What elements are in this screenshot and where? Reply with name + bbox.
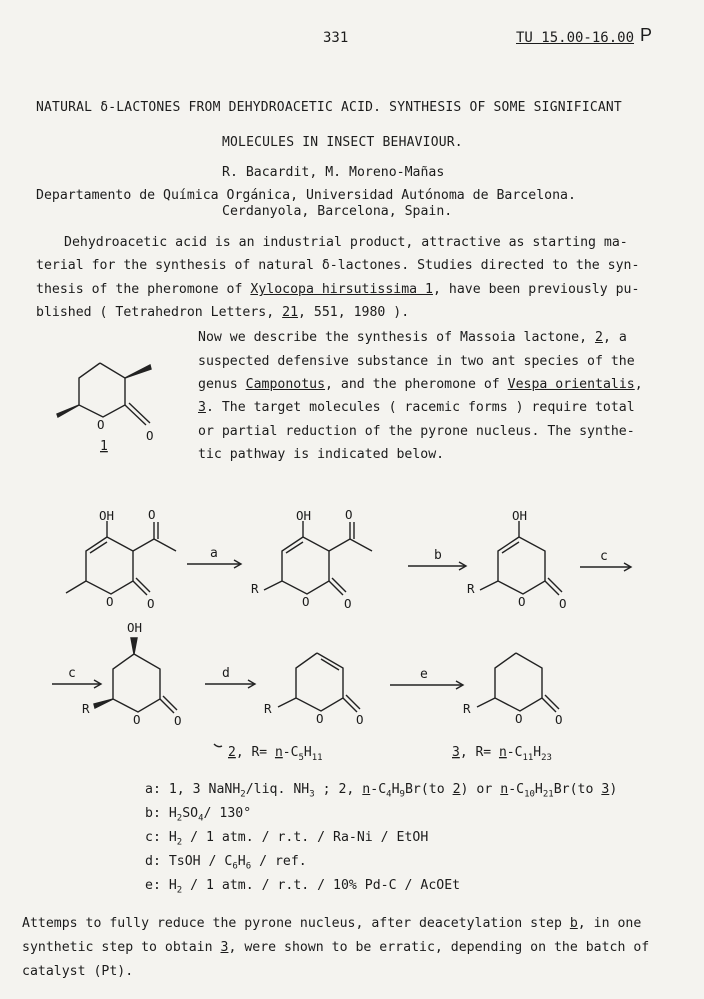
hydroxy-lactone-structure <box>82 620 182 728</box>
pyrone-r: R <box>467 581 475 596</box>
arrow-a <box>187 546 241 568</box>
intermediate-acetyl-structure <box>251 507 372 611</box>
para2-line-6: tic pathway is indicated below. <box>198 447 445 462</box>
genus-camponotus: Camponotus <box>245 377 326 392</box>
lactone-r: R <box>82 701 90 716</box>
session-time: TU 15.00-16.00 <box>516 30 635 46</box>
dha-acetyl-o: O <box>148 507 156 522</box>
step-b-label: b <box>434 548 442 563</box>
c2-c5: 5 <box>298 753 304 763</box>
para1-l3a: thesis of the pheromone of <box>36 282 251 297</box>
condition-c: c: $H_2 / 1$ atm. / r.t. / Ra-Ni / EtOH <box>145 830 429 848</box>
para1-l4a: blished ( Tetrahedron Letters, <box>36 305 283 320</box>
arrow-c-second <box>52 666 101 688</box>
lactone-carbonyl-o: O <box>174 713 182 728</box>
c2-c: -C <box>282 745 299 760</box>
dha-carbonyl-o: O <box>147 596 155 611</box>
footer-line-3: catalyst (Pt). <box>22 964 134 979</box>
c3-n: n <box>498 745 507 760</box>
c2-carbonyl-o: O <box>356 712 364 727</box>
int1-carbonyl-o: O <box>344 596 352 611</box>
c3-text: , R= <box>459 745 499 760</box>
pyrone-ring-o: O <box>518 594 526 609</box>
para1-line-1: Dehydroacetic acid is an industrial product, attractive as starting ma- <box>64 235 628 250</box>
para1-l4c: , 551, 1980 ). <box>298 305 410 320</box>
page-number: 331 <box>323 30 349 46</box>
hydroxy-pyrone-structure <box>467 508 567 611</box>
c2-ring-o: O <box>316 711 324 726</box>
compound-1-structure <box>57 363 154 454</box>
para2-l1c: , a <box>602 330 627 345</box>
c1-ring-o: O <box>97 417 105 432</box>
pyrone-oh: OH <box>512 508 528 523</box>
c2-r: R <box>264 701 272 716</box>
para2-l3e: , <box>634 377 643 392</box>
lactone-oh: OH <box>127 620 143 635</box>
arrow-b <box>408 548 466 570</box>
para2-l3a: genus <box>198 377 246 392</box>
compound-3-caption <box>452 745 552 763</box>
para2-line-5: or partial reduction of the pyrone nucleus. The synthe- <box>198 424 635 439</box>
affiliation-line-1: Departamento de Química Orgánica, Universidad Autónoma de Barcelona. <box>36 188 576 203</box>
step-a-label: a <box>210 546 218 561</box>
step-d-label: d <box>222 666 230 681</box>
compound-2-caption <box>214 744 323 763</box>
c3-r: R <box>463 701 471 716</box>
para2-l1: Now we describe the synthesis of Massoia lactone, <box>198 330 595 345</box>
c2-text: , R= <box>235 745 275 760</box>
ref-2: 2 <box>594 330 603 345</box>
int1-r: R <box>251 581 259 596</box>
arrow-d <box>205 666 255 688</box>
c3-c: -C <box>506 745 523 760</box>
footer-line-2: synthetic step to obtain 3, were shown to be erratic, depending on the batch of <box>22 940 650 955</box>
lactone-ring-o: O <box>133 712 141 727</box>
condition-a: a: 1, 3 NaNH$_2$/liq. $NH_3$ ; 2, $n-C_4H_9Br(to$ 2) or $n-C_{10}H_{21}Br(to$ 3) <box>145 782 618 800</box>
c3-num: 3 <box>452 745 460 760</box>
c3-h: H <box>533 745 542 760</box>
step-c-label-2: c <box>68 666 76 681</box>
c3-ring-o: O <box>515 711 523 726</box>
int1-ring-o: O <box>302 594 310 609</box>
title-line-1: NATURAL δ-LACTONES FROM DEHYDROACETIC ACID. SYNTHESIS OF SOME SIGNIFICANT <box>36 100 622 115</box>
c2-h11: 11 <box>311 753 323 763</box>
title-line-2: MOLECULES IN INSECT BEHAVIOUR. <box>222 135 463 150</box>
authors: R. Bacardit, M. Moreno-Mañas <box>222 165 445 180</box>
c3-c11: 11 <box>522 753 534 763</box>
species-xylocopa: Xylocopa hirsutissima 1 <box>250 282 433 297</box>
dehydroacetic-acid-structure <box>66 507 176 611</box>
arrow-c-first <box>580 549 631 571</box>
c1-carbonyl-o: O <box>146 428 154 443</box>
arrow-e <box>390 667 463 689</box>
dha-oh: OH <box>99 508 115 523</box>
para1-l3c: , have been previously pu- <box>433 282 640 297</box>
c3-h23: 23 <box>541 753 552 763</box>
condition-b: b: $H_2SO_4/$ 130° <box>145 806 252 824</box>
step-c-label-1: c <box>600 549 608 564</box>
condition-d: d: TsOH / $C_6H_6$ / ref. <box>145 854 307 872</box>
c3-carbonyl-o: O <box>555 712 563 727</box>
condition-e: e: $H_2 / 1$ atm. / r.t. / 10% Pd-C / AcOEt <box>145 878 461 896</box>
ref-3: 3 <box>198 400 206 415</box>
c2-num: 2 <box>228 745 236 760</box>
c2-n: n <box>274 745 283 760</box>
para2-line-2: suspected defensive substance in two ant species of the <box>198 354 635 369</box>
species-vespa: Vespa orientalis <box>507 377 635 392</box>
c2-h: H <box>303 745 312 760</box>
para2-l4b: . The target molecules ( racemic forms ) require total <box>205 400 635 415</box>
poster-mark: P <box>640 25 653 45</box>
volume-number: 21 <box>282 305 299 320</box>
compound-3-structure <box>463 653 563 727</box>
svg-text:2, R= n-C5H11 <box>228 745 323 763</box>
step-e-label: e <box>420 667 428 682</box>
para2-l3c: , and the pheromone of <box>325 377 508 392</box>
compound-1-label: 1 <box>100 439 108 454</box>
svg-text:3, R= n-C11H23 <box>452 745 552 763</box>
dha-ring-o: O <box>106 594 114 609</box>
affiliation-line-2: Cerdanyola, Barcelona, Spain. <box>222 204 453 219</box>
footer-line-1: Attemps to fully reduce the pyrone nucleus, after deacetylation step b, in one <box>22 916 642 931</box>
para1-line-2: terial for the synthesis of natural δ-lactones. Studies directed to the syn- <box>36 258 640 273</box>
int1-acetyl-o: O <box>345 507 353 522</box>
pyrone-carbonyl-o: O <box>559 596 567 611</box>
int1-oh: OH <box>296 508 312 523</box>
compound-2-structure <box>264 653 364 727</box>
